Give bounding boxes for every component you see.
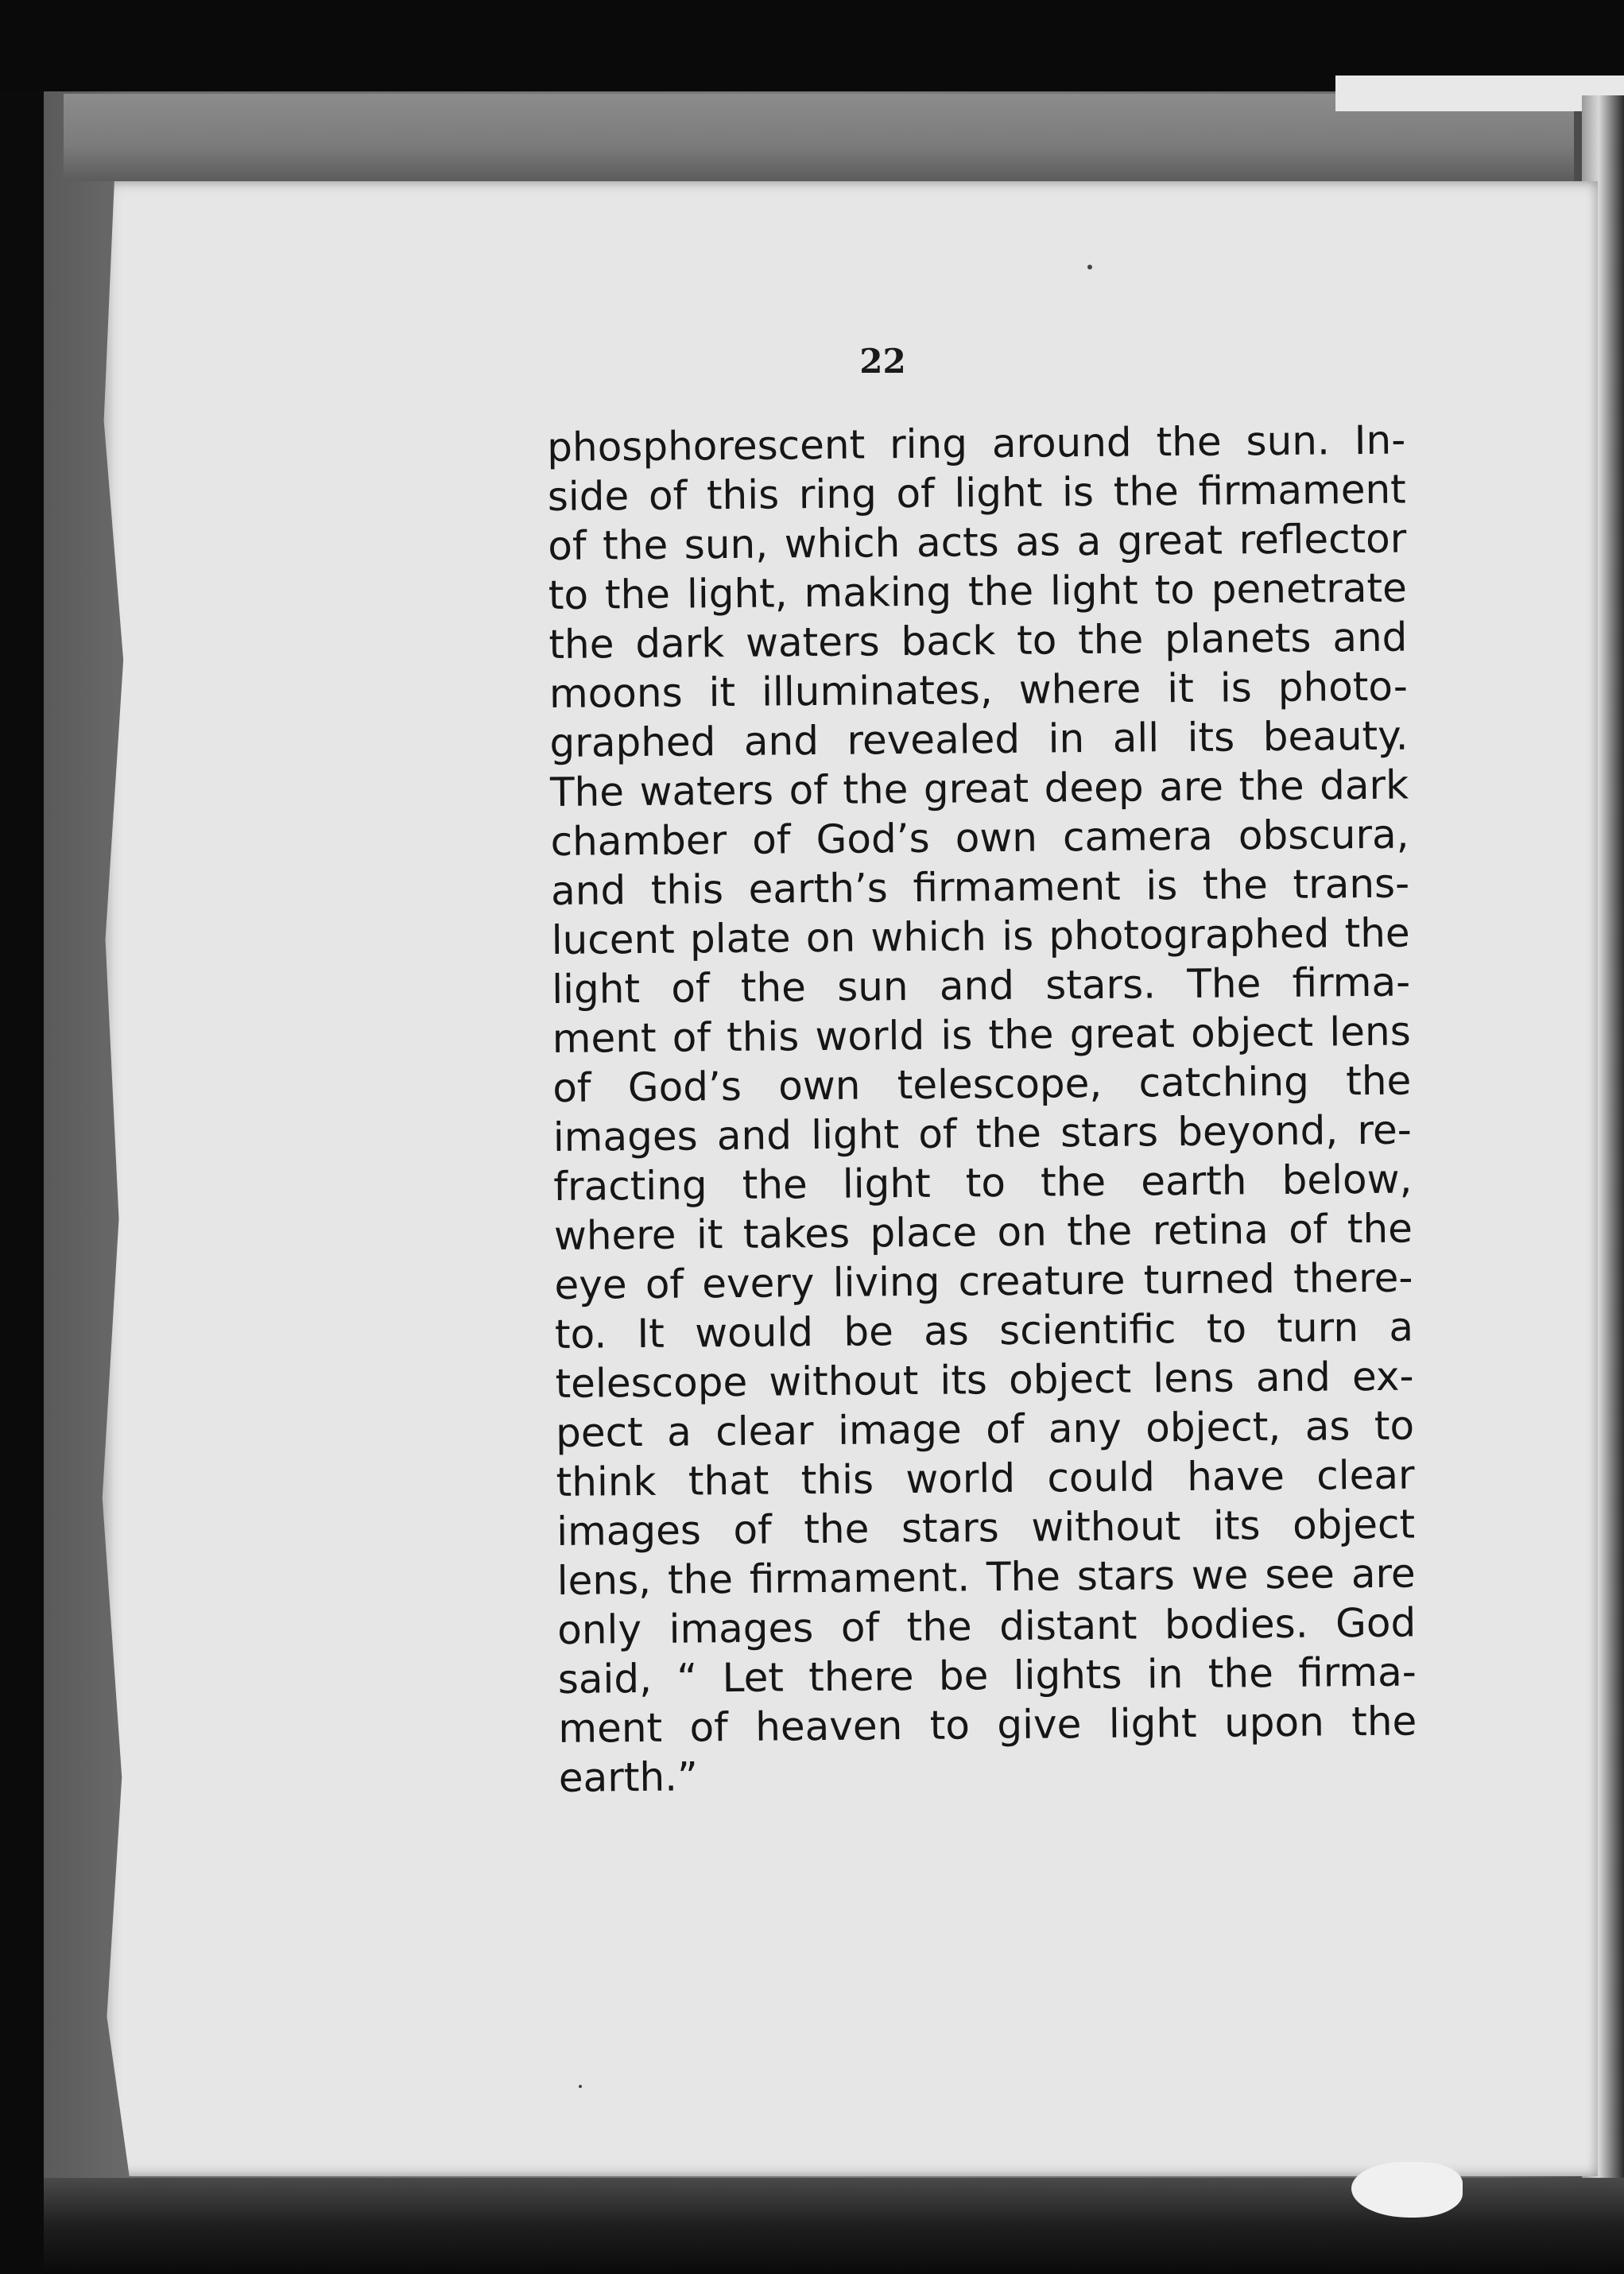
text-line: moons it illuminates, where it is photo- [548,663,1409,717]
text-line: where it takes place on the retina of the [553,1205,1413,1259]
text-line: The waters of the great deep are the dark [549,761,1409,815]
text-line: images of the stars without its object [556,1501,1416,1555]
text-line: pect a clear image of any object, as to [555,1402,1415,1456]
text-line: and this earth’s firmament is the trans- [550,860,1410,914]
text-line: think that this world could have clear [556,1451,1415,1505]
text-line: to. It would be as scientific to turn a [554,1304,1414,1358]
text-line: of God’s own telescope, catching the [552,1057,1412,1111]
text-line: earth.” [558,1753,699,1801]
right-glare [1335,76,1624,111]
text-line: the dark waters back to the planets and [548,614,1408,668]
text-line: phosphorescent ring around the sun. In- [547,416,1406,471]
speck [579,2085,582,2088]
text-line: telescope without its object lens and ex- [555,1353,1414,1407]
text-line: of the sun, which acts as a great reflector [548,515,1407,569]
bottom-glare [1351,2162,1463,2218]
text-line: lucent plate on which is photographed the [551,909,1410,963]
text-line: light of the sun and stars. The firma- [551,959,1411,1013]
text-line: fracting the light to the earth below, [553,1156,1413,1210]
page-number: 22 [859,342,906,381]
speck [1087,265,1092,269]
text-line: images and light of the stars beyond, re- [552,1106,1413,1160]
text-line: lens, the firmament. The stars we see are [556,1550,1416,1604]
text-line: only images of the distant bodies. God [557,1599,1417,1653]
text-line: chamber of God’s own camera obscura, [550,811,1409,865]
text-line: graphed and revealed in all its beauty. [549,712,1409,766]
text-line: side of this ring of light is the firmament [547,466,1407,520]
body-paragraph [547,416,1417,1803]
text-line: said, “ Let there be lights in the firma- [557,1648,1417,1703]
text-line: ment of this world is the great object lens [552,1008,1411,1062]
text-line: ment of heaven to give light upon the [558,1698,1417,1752]
text-line: eye of every living creature turned there- [554,1254,1413,1308]
text-line: to the light, making the light to penetrate [548,564,1408,618]
